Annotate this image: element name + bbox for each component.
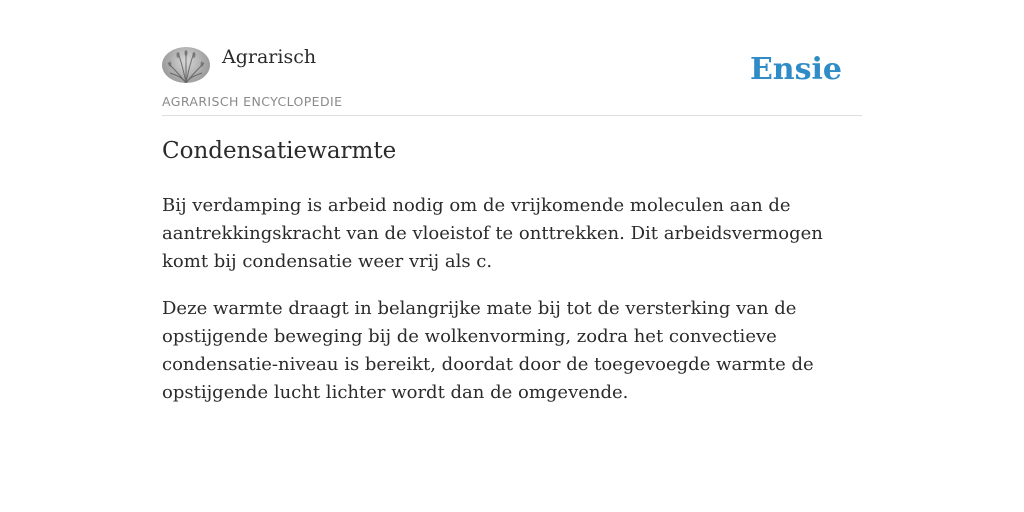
page	[162, 0, 862, 512]
article-paragraph: Deze warmte draagt in belangrijke mate bij tot de versterking van de opstijgende beweging bij de wolkenvorming, zodra het convectieve condensatie-niveau is bereikt, doordat door de toegevoegde warmte de opstijgende lucht lichter wordt dan de omgevende.	[162, 298, 814, 403]
article-body	[162, 192, 862, 426]
site-subtitle: AGRARISCH ENCYCLOPEDIE	[162, 94, 343, 109]
ensie-brand-link[interactable]: Ensie	[749, 52, 842, 87]
site-name[interactable]: Agrarisch	[222, 46, 317, 68]
site-header	[162, 0, 862, 116]
article-paragraph: Bij verdamping is arbeid nodig om de vrijkomende moleculen aan de aantrekkingskracht van de vloeistof te onttrekken. Dit arbeidsvermogen komt bij condensatie weer vrij als c.	[162, 195, 823, 272]
article-title: Condensatiewarmte	[162, 138, 397, 164]
wheat-logo-icon[interactable]	[162, 47, 210, 83]
